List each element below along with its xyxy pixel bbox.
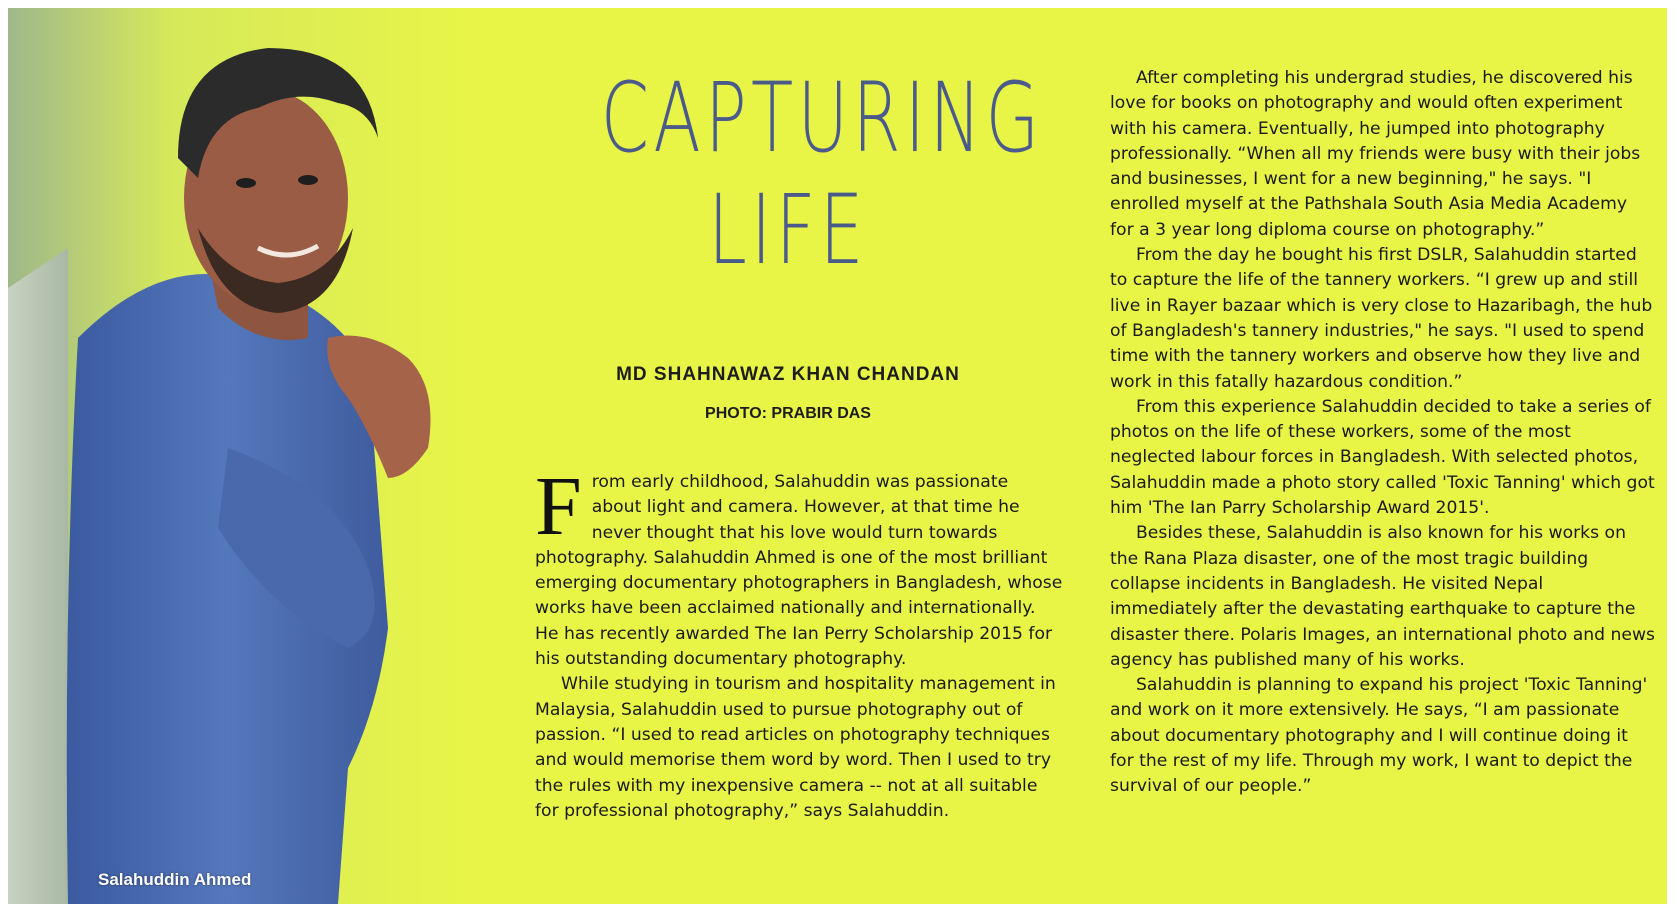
article-column-right — [1110, 66, 1655, 800]
portrait-illustration — [8, 8, 478, 904]
paragraph-2: While studying in tourism and hospitality management in Malaysia, Salahuddin used to pursue photography out of passion. “I used to read articles on photography techniques and would memorise them word by word. Then I used to try the rules with my inexpensive camera -- not at all suitable for professional photography,” says Salahuddin. — [535, 674, 1056, 821]
paragraph-5: From this experience Salahuddin decided to take a series of photos on the life of these workers, some of the most neglected labour forces in Bangladesh. With selected photos, Salahuddin made a photo story called 'Toxic Tanning' which got him 'The Ian Parry Scholarship Award 2015'. — [1110, 396, 1655, 519]
paragraph-6: Besides these, Salahuddin is also known for his works on the Rana Plaza disaster, one of the most tragic building collapse incidents in Bangladesh. He visited Nepal immediately after the devastating earthquake to capture the disaster there. Polaris Images, an international photo and news agency has published many of his works. — [1110, 523, 1655, 670]
photo-credit: PHOTO: PRABIR DAS — [705, 405, 871, 422]
drop-cap: F — [535, 460, 582, 553]
paragraph-3: After completing his undergrad studies, he discovered his love for books on photography and would often experiment with his camera. Eventually, he jumped into photography professionally. “When all my friends were busy with their jobs and businesses, I went for a new beginning," he says. "I enrolled myself at the Pathshala South Asia Media Academy for a 3 year long diploma course on photography.” — [1110, 68, 1641, 240]
article-page — [8, 8, 1667, 904]
paragraph-1 — [535, 460, 1063, 672]
paragraph-7: Salahuddin is planning to expand his project 'Toxic Tanning' and work on it more extensively. He says, “I am passionate about documentary photography and I will continue doing it for the rest of my life. Through my work, I want to depict the survival of our people.” — [1110, 675, 1648, 797]
article-column-left — [535, 460, 1063, 824]
title-line-1: CAPTURING — [600, 62, 1044, 174]
photo-caption: Salahuddin Ahmed — [98, 870, 252, 889]
portrait-photo — [8, 8, 478, 904]
author-byline: MD SHAHNAWAZ KHAN CHANDAN — [616, 364, 960, 385]
paragraph-4: From the day he bought his first DSLR, Salahuddin started to capture the life of the tannery workers. “I grew up and still live in Rayer bazaar which is very close to Hazaribagh, the hub of Bangladesh's tannery industries," he says. "I used to spend time with the tannery workers and observe how they live and work in this fatally hazardous condition.” — [1110, 245, 1653, 392]
paragraph-1-text: rom early childhood, Salahuddin was passionate about light and camera. However, at that time he never thought that his love would turn towards photography. Salahuddin Ahmed is one of the most brilliant emerging documentary photographers in Bangladesh, whose works have been acclaimed nationally and internationally. He has recently awarded The Ian Perry Scholarship 2015 for his outstanding documentary photography. — [535, 472, 1063, 670]
article-title — [600, 62, 1044, 286]
title-line-2: LIFE — [708, 174, 868, 286]
